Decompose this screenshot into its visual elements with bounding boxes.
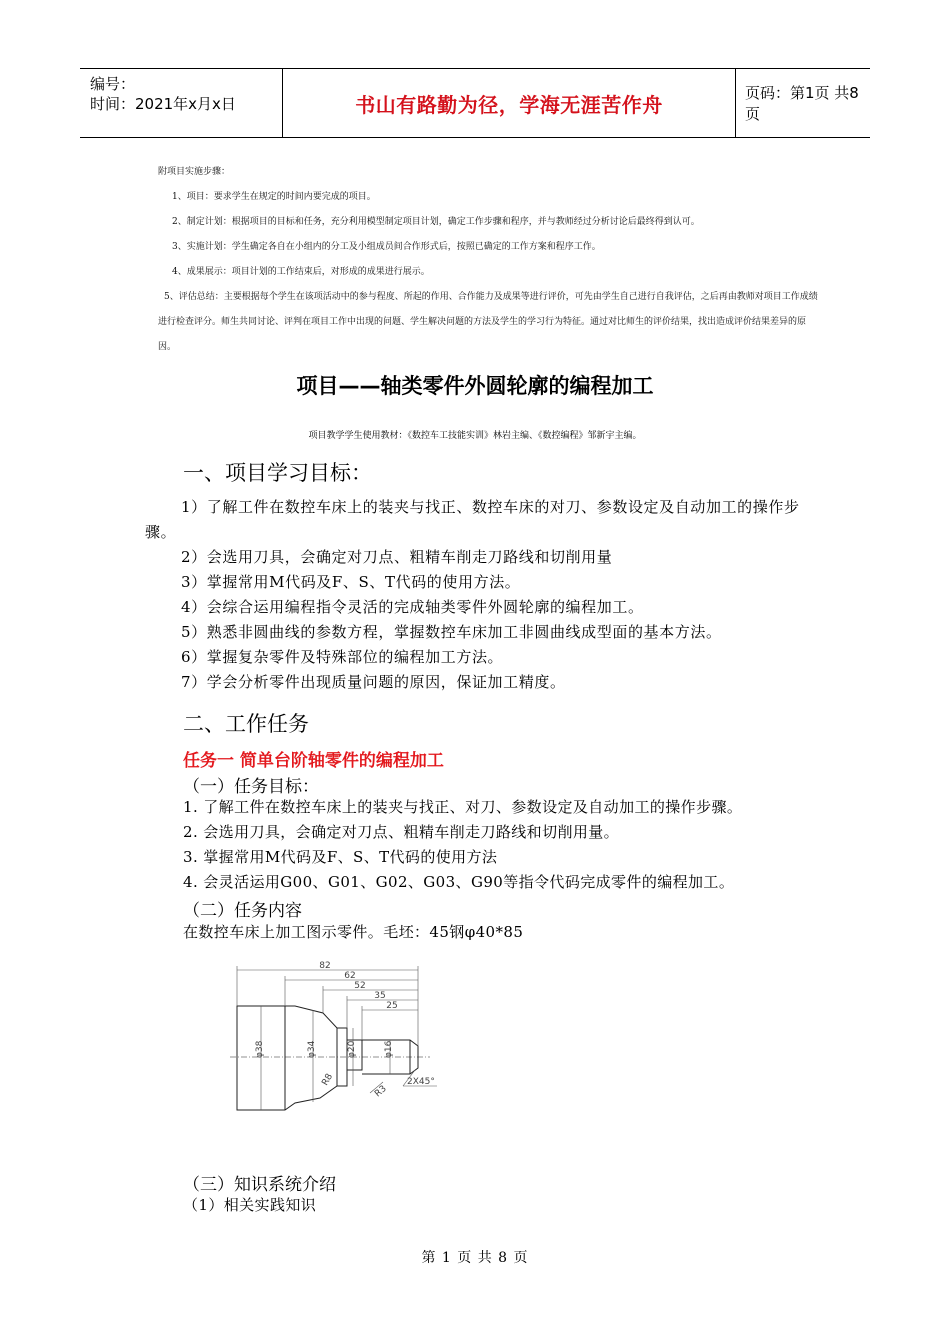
steps-heading: 附项目实施步骤： (158, 167, 231, 177)
task-goal-item: 1. 了解工件在数控车床上的装夹与找正、对刀、参数设定及自动加工的操作步骤。 (183, 798, 743, 816)
task-goals (183, 795, 843, 895)
step-item: 1、项目：要求学生在规定的时间内要完成的项目。 (172, 192, 376, 202)
task-content-text: 在数控车床上加工图示零件。毛坯：45钢φ40*85 (183, 923, 524, 941)
page-footer: 第 1 页 共 8 页 (421, 1250, 529, 1266)
dim-52: 52 (354, 981, 366, 991)
header-meta (80, 69, 282, 137)
dim-phi20: φ20 (347, 1040, 357, 1058)
goal-item: 4）会综合运用编程指令灵活的完成轴类零件外圆轮廓的编程加工。 (181, 598, 644, 616)
step-item: 5、评估总结：主要根据每个学生在该项活动中的参与程度、所起的作用、合作能力及成果等进行评价，可先由学生自己进行自我评估，之后再由教师对项目工作成绩进行检查评分。师生共同讨论、评判在项目工作中出现的问题、学生解决问题的方法及学生的学习行为特征。通过对比师生的评价结果，找出造成评价结果差异的原因。 (158, 292, 818, 352)
goal-item: 5）熟悉非圆曲线的参数方程，掌握数控车床加工非圆曲线成型面的基本方法。 (181, 623, 722, 641)
time-label: 时间：2021年x月x日 (90, 95, 236, 113)
practice-heading: （1）相关实践知识 (183, 1196, 317, 1214)
section-heading: 二、工作任务 (183, 712, 309, 736)
subsection-heading: （二）任务内容 (183, 901, 302, 921)
document-subtitle: 项目教学学生使用教材：《数控车工技能实训》林岩主编、《数控编程》邹新宇主编。 (308, 431, 642, 441)
task-goal-item: 3. 掌握常用M代码及F、S、T代码的使用方法 (183, 848, 498, 866)
document-title: 项目——轴类零件外圆轮廓的编程加工 (296, 374, 654, 398)
implementation-steps (158, 160, 818, 360)
header-page-info: 页码：第1页 共8页 (745, 84, 859, 123)
dim-35: 35 (374, 991, 386, 1001)
step-item: 3、实施计划：学生确定各自在小组内的分工及小组成员间合作形式后，按照已确定的工作方案和程序工作。 (172, 242, 601, 252)
task-heading: 任务一 简单台阶轴零件的编程加工 (183, 751, 444, 771)
dim-phi16: φ16 (384, 1040, 394, 1058)
task-goal-item: 2. 会选用刀具，会确定对刀点、粗精车削走刀路线和切削用量。 (183, 823, 620, 841)
step-item: 4、成果展示：项目计划的工作结束后，对形成的成果进行展示。 (172, 267, 430, 277)
section-heading: 一、项目学习目标： (183, 461, 372, 485)
learning-goals (145, 495, 805, 695)
dim-82: 82 (319, 961, 331, 971)
dim-phi34: φ34 (307, 1040, 317, 1058)
page-header (80, 68, 870, 138)
subsection-heading: （一）任务目标： (183, 777, 319, 797)
goal-item: 6）掌握复杂零件及特殊部位的编程加工方法。 (181, 648, 504, 666)
dim-r8: R8 (320, 1072, 336, 1088)
step-item: 2、制定计划：根据项目的目标和任务，充分利用模型制定项目计划，确定工作步骤和程序，并与教师经过分析讨论后最终得到认可。 (172, 217, 700, 227)
goal-item: 2）会选用刀具，会确定对刀点、粗精车削走刀路线和切削用量 (181, 548, 613, 566)
header-divider (735, 69, 736, 137)
dim-25: 25 (386, 1001, 398, 1011)
subsection-heading: （三）知识系统介绍 (183, 1175, 336, 1195)
task-goal-item: 4. 会灵活运用G00、G01、G02、G03、G90等指令代码完成零件的编程加工。 (183, 873, 735, 891)
part-drawing (225, 958, 455, 1116)
number-label: 编号： (90, 75, 136, 93)
goal-item: 7）学会分析零件出现质量问题的原因，保证加工精度。 (181, 673, 566, 691)
goal-item: 3）掌握常用M代码及F、S、T代码的使用方法。 (181, 573, 521, 591)
dim-62: 62 (344, 971, 356, 981)
header-motto: 书山有路勤为径，学海无涯苦作舟 (355, 92, 663, 117)
dim-r3: R3 (373, 1083, 389, 1100)
dim-chamfer: 2X45° (407, 1077, 435, 1087)
goal-item: 1）了解工件在数控车床上的装夹与找正、数控车床的对刀、参数设定及自动加工的操作步骤。 (145, 498, 800, 541)
dim-phi38: φ38 (255, 1040, 265, 1058)
